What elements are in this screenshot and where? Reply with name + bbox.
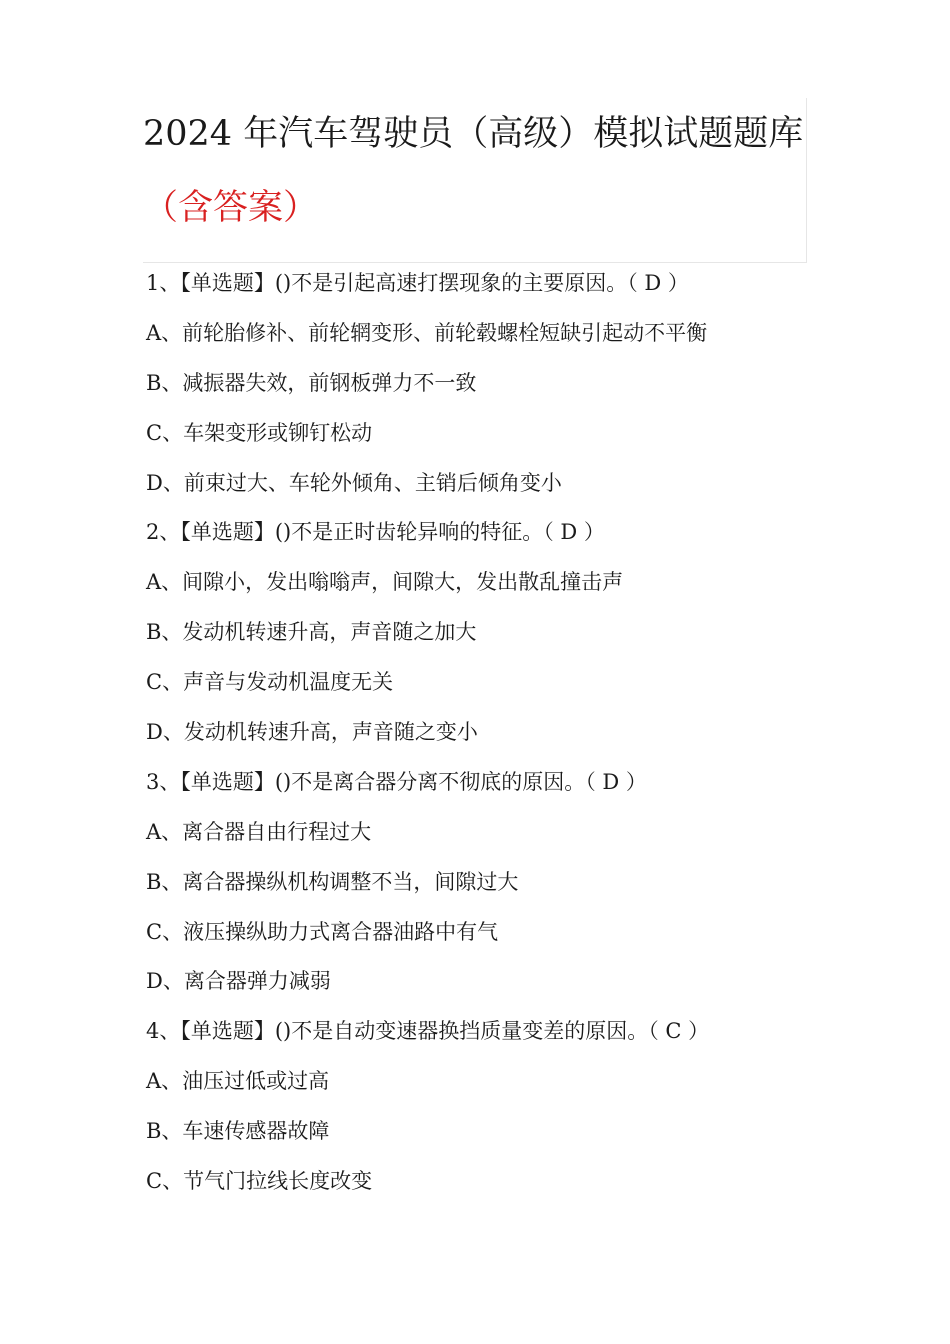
answer-option: A、前轮胎修补、前轮辋变形、前轮毂螺栓短缺引起动不平衡 (146, 320, 708, 345)
question-list (146, 265, 846, 1213)
answer-option: C、节气门拉线长度改变 (146, 1169, 373, 1194)
answer-option: D、发动机转速升高，声音随之变小 (146, 720, 478, 745)
answer-option: B、减振器失效，前钢板弹力不一致 (146, 370, 477, 395)
answer-option: C、液压操纵助力式离合器油路中有气 (146, 919, 499, 944)
answer-option: A、油压过低或过高 (146, 1069, 330, 1094)
answer-option: A、离合器自由行程过大 (146, 819, 372, 844)
answer-option: C、声音与发动机温度无关 (146, 670, 394, 695)
answer-option: D、离合器弹力减弱 (146, 969, 331, 994)
answer-option: C、车架变形或铆钉松动 (146, 420, 373, 445)
page-title: 2024 年汽车驾驶员（高级）模拟试题题库 (143, 114, 804, 154)
answer-option: D、前束过大、车轮外倾角、主销后倾角变小 (146, 470, 562, 495)
question-stem: 2、【单选题】()不是正时齿轮异响的特征。（ D ） (146, 520, 605, 545)
answer-option: A、间隙小，发出嗡嗡声，间隙大，发出散乱撞击声 (146, 570, 624, 595)
answer-option: B、离合器操纵机构调整不当，间隙过大 (146, 869, 519, 894)
answer-option: B、车速传感器故障 (146, 1119, 330, 1144)
question-stem: 1、【单选题】()不是引起高速打摆现象的主要原因。（ D ） (146, 271, 689, 295)
page-subtitle: （含答案） (143, 188, 319, 228)
question-stem: 3、【单选题】()不是离合器分离不彻底的原因。（ D ） (146, 769, 647, 794)
title-block (143, 98, 807, 263)
question-stem: 4、【单选题】()不是自动变速器换挡质量变差的原因。（ C ） (146, 1019, 710, 1044)
answer-option: B、发动机转速升高，声音随之加大 (146, 620, 477, 645)
